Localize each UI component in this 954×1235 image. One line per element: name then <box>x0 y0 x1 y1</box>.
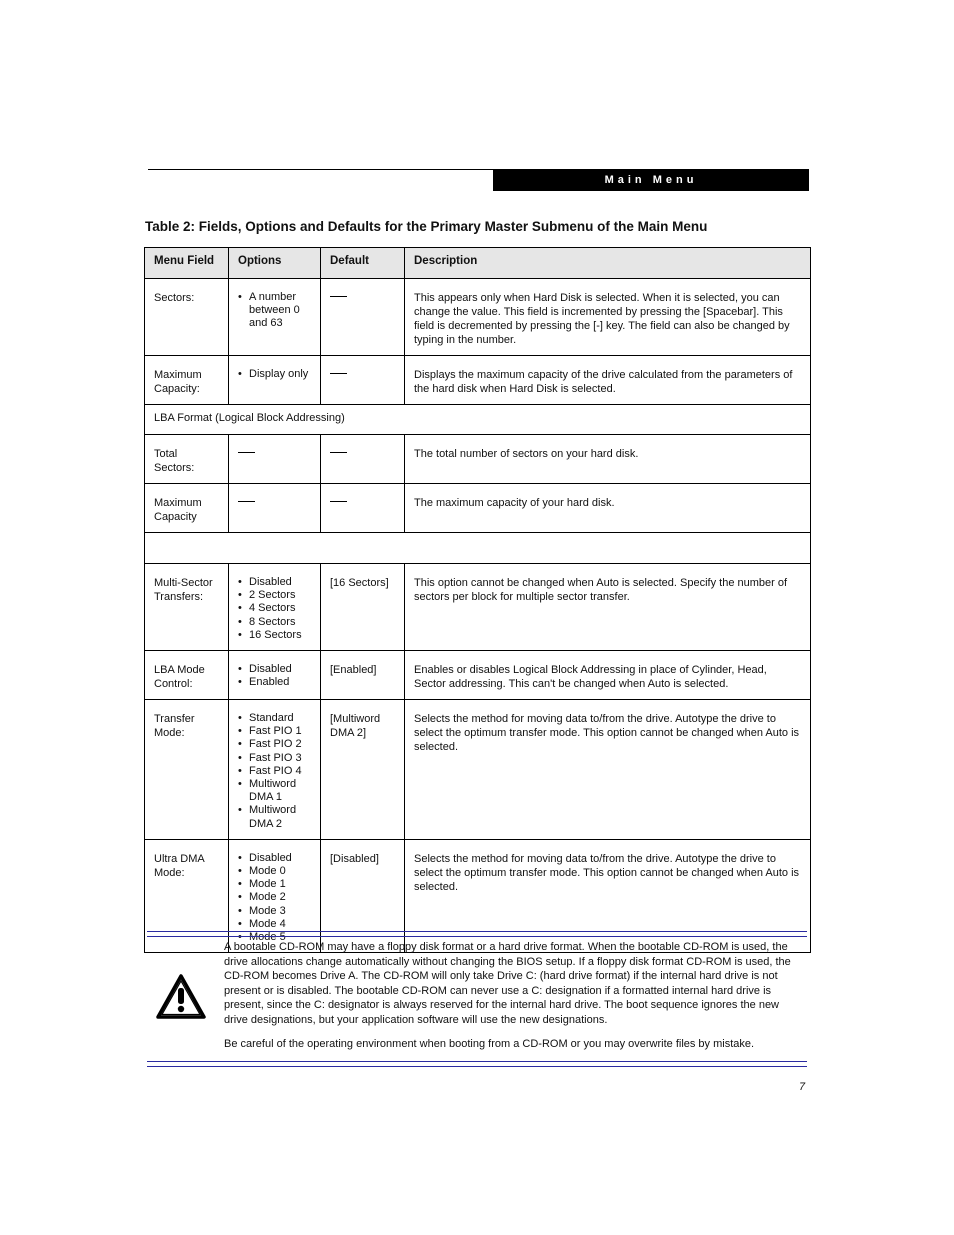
option-item: • Mode 4 <box>238 918 311 931</box>
option-item: • Fast PIO 1 <box>238 725 311 738</box>
field-cell: Ultra DMA Mode: <box>145 839 229 952</box>
option-item: • 4 Sectors <box>238 602 311 615</box>
option-item: • Display only <box>238 368 311 381</box>
default-cell <box>321 356 405 405</box>
default-cell <box>321 279 405 356</box>
column-header: Description <box>405 248 811 279</box>
options-list <box>238 368 311 381</box>
option-item: • Mode 3 <box>238 905 311 918</box>
option-item: • 16 Sectors <box>238 629 311 642</box>
field-cell: Total Sectors: <box>145 435 229 484</box>
options-cell <box>229 651 321 700</box>
table-row <box>145 564 811 651</box>
description-cell: This appears only when Hard Disk is selected. When it is selected, you can change the value. This field is incremented by pressing the [Spacebar]. This field is decremented by pressing the [-] key. The field can also be changed by typing in the number. <box>405 279 811 356</box>
fields-table <box>144 247 811 953</box>
none-dash <box>238 452 255 453</box>
field-cell: LBA Mode Control: <box>145 651 229 700</box>
table-row <box>145 484 811 533</box>
none-dash <box>330 452 347 453</box>
option-item: • Disabled <box>238 852 311 865</box>
warning-triangle-icon <box>155 973 207 1021</box>
options-cell <box>229 484 321 533</box>
option-item: • Enabled <box>238 676 311 689</box>
note-text <box>224 940 802 1060</box>
default-cell <box>321 484 405 533</box>
default-cell: [Multiword DMA 2] <box>321 700 405 840</box>
description-cell: Displays the maximum capacity of the drive calculated from the parameters of the hard disk when Hard Disk is selected. <box>405 356 811 405</box>
option-item: • 8 Sectors <box>238 616 311 629</box>
options-cell <box>229 356 321 405</box>
option-item: • A number between 0 and 63 <box>238 291 311 331</box>
options-list <box>238 663 311 689</box>
section-header-bar <box>493 169 809 191</box>
option-item: • Disabled <box>238 663 311 676</box>
note-paragraph: Be careful of the operating environment when booting from a CD-ROM or you may overwrite files by mistake. <box>224 1037 755 1050</box>
option-item: • Disabled <box>238 576 311 589</box>
description-cell: The maximum capacity of your hard disk. <box>405 484 811 533</box>
note-bottom-rule <box>147 1061 807 1067</box>
table-header-row <box>145 248 811 279</box>
option-item: • Mode 2 <box>238 891 311 904</box>
column-header: Default <box>321 248 405 279</box>
option-item: • Fast PIO 2 <box>238 738 311 751</box>
description-cell: Selects the method for moving data to/from the drive. Autotype the drive to select the optimum transfer mode. This option cannot be changed when Auto is selected. <box>405 700 811 840</box>
option-item: • Fast PIO 3 <box>238 752 311 765</box>
description-cell: Enables or disables Logical Block Addressing in place of Cylinder, Head, Sector addressing. This can't be changed when Auto is selected. <box>405 651 811 700</box>
table-section-row <box>145 405 811 435</box>
table-caption: Table 2: Fields, Options and Defaults for the Primary Master Submenu of the Main Menu <box>145 219 708 234</box>
none-dash <box>330 373 347 374</box>
column-header: Options <box>229 248 321 279</box>
field-cell: Transfer Mode: <box>145 700 229 840</box>
description-cell: The total number of sectors on your hard disk. <box>405 435 811 484</box>
option-item: • Standard <box>238 712 311 725</box>
field-cell: Sectors: <box>145 279 229 356</box>
table-row <box>145 279 811 356</box>
option-item: • Mode 1 <box>238 878 311 891</box>
default-cell <box>321 435 405 484</box>
column-header: Menu Field <box>145 248 229 279</box>
section-title: Main Menu <box>604 174 698 186</box>
section-label <box>145 533 811 564</box>
table-row <box>145 356 811 405</box>
option-item: • Mode 0 <box>238 865 311 878</box>
options-cell <box>229 700 321 840</box>
table-row <box>145 435 811 484</box>
table-row <box>145 651 811 700</box>
none-dash <box>330 296 347 297</box>
field-cell: Multi-Sector Transfers: <box>145 564 229 651</box>
options-list <box>238 291 311 331</box>
default-cell: [16 Sectors] <box>321 564 405 651</box>
options-cell <box>229 564 321 651</box>
description-cell: Selects the method for moving data to/from the drive. Autotype the drive to select the optimum transfer mode. This option cannot be changed when Auto is selected. <box>405 839 811 952</box>
section-label: LBA Format (Logical Block Addressing) <box>145 405 811 435</box>
options-list <box>238 712 311 831</box>
none-dash <box>238 501 255 502</box>
options-list <box>238 576 311 642</box>
default-cell: [Disabled] <box>321 839 405 952</box>
field-cell: Maximum Capacity: <box>145 356 229 405</box>
table-body <box>145 279 811 953</box>
note-top-rule <box>147 931 807 937</box>
options-cell <box>229 279 321 356</box>
field-cell: Maximum Capacity <box>145 484 229 533</box>
header-rule <box>148 169 493 170</box>
option-item: • Fast PIO 4 <box>238 765 311 778</box>
options-cell <box>229 435 321 484</box>
table-section-row <box>145 533 811 564</box>
option-item: • 2 Sectors <box>238 589 311 602</box>
note-paragraph: A bootable CD-ROM may have a floppy disk format or a hard drive format. When the bootable CD-ROM is used, the drive allocations change automatically without changing the BIOS setup. If a floppy disk format CD-ROM is used, the CD-ROM becomes Drive A. The CD-ROM will only take Drive C: (hard drive format) if the internal hard drive is not present or is disabled. The bootable CD-ROM can never use a C: designation if a formatted internal hard drive is present, since the C: designator is always reserved for the internal hard drive. The boot sequence ignores the new drive designations, but your application software will use the new designations. <box>224 941 791 1026</box>
table-row <box>145 700 811 840</box>
none-dash <box>330 501 347 502</box>
page-number: 7 <box>799 1081 806 1093</box>
option-item: • Multiword DMA 1 <box>238 778 311 804</box>
option-item: • Mode 5 <box>238 931 311 944</box>
option-item: • Multiword DMA 2 <box>238 804 311 830</box>
default-cell: [Enabled] <box>321 651 405 700</box>
description-cell: This option cannot be changed when Auto is selected. Specify the number of sectors per block for multiple sector transfer. <box>405 564 811 651</box>
